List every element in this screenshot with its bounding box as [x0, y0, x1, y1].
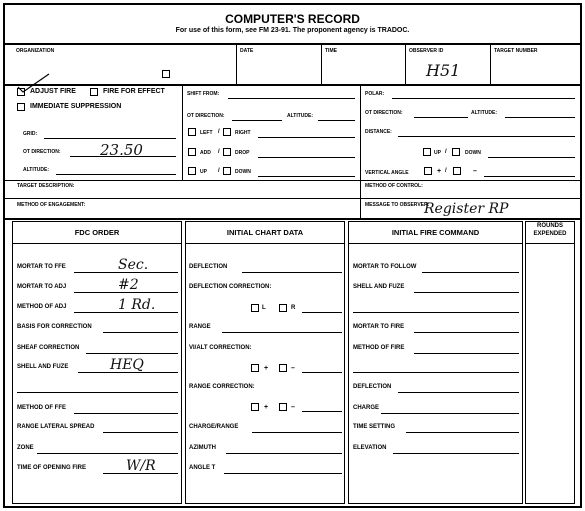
fdc-row-label: BASIS FOR CORRECTION — [17, 324, 92, 330]
range-correction-field[interactable] — [302, 411, 342, 412]
left-checkbox[interactable] — [188, 128, 196, 136]
divider — [12, 243, 182, 244]
drop-label: DROP — [235, 150, 250, 156]
organization-checkbox[interactable] — [162, 70, 170, 78]
angle-t-label: ANGLE T — [189, 465, 216, 471]
fire-for-effect-checkbox[interactable] — [90, 88, 98, 96]
range-plus-checkbox[interactable] — [251, 403, 259, 411]
fire-row-label: ELEVATION — [353, 445, 387, 451]
range-minus-checkbox[interactable] — [279, 403, 287, 411]
fire-row-field[interactable] — [422, 272, 519, 273]
slash: / — [445, 149, 447, 155]
rounds-heading: ROUNDS — [536, 223, 563, 229]
vertical-plus-checkbox[interactable] — [424, 167, 432, 175]
ot-direction-label: OT DIRECTION: — [23, 149, 61, 155]
form-title: COMPUTER'S RECORD — [225, 12, 360, 26]
polar-up-down-field[interactable] — [488, 157, 575, 158]
divider — [405, 44, 406, 84]
immediate-suppression-label: IMMEDIATE SUPPRESSION — [30, 103, 122, 110]
polar-up-label: UP — [434, 150, 441, 156]
fire-row-field[interactable] — [393, 453, 519, 454]
message-to-observer-value[interactable]: Register RP — [424, 201, 509, 217]
observer-id-value[interactable]: H51 — [426, 61, 461, 80]
vertical-angle-label: VERTICAL ANGLE — [365, 170, 409, 176]
fdc-row-label: MORTAR TO FFE — [17, 264, 66, 270]
vertical-angle-field[interactable] — [484, 176, 575, 177]
up-down-field[interactable] — [258, 176, 355, 177]
minus-label: – — [291, 404, 295, 411]
range-field[interactable] — [222, 332, 342, 333]
right-label: RIGHT — [235, 130, 251, 136]
deflection-r-checkbox[interactable] — [279, 304, 287, 312]
divider — [321, 44, 322, 84]
fdc-row-field[interactable] — [17, 392, 178, 393]
azimuth-label: AZIMUTH — [189, 445, 216, 451]
fire-row-field[interactable] — [398, 392, 519, 393]
immediate-suppression-checkbox[interactable] — [17, 103, 25, 111]
minus-label: – — [291, 365, 295, 372]
divider — [4, 218, 581, 220]
fdc-row-label: METHOD OF FFE — [17, 405, 66, 411]
deflection-correction-label: DEFLECTION CORRECTION: — [189, 284, 272, 290]
divider — [4, 180, 581, 181]
observer-id-label: OBSERVER ID — [409, 48, 444, 54]
shift-from-field[interactable] — [228, 98, 355, 99]
deflection-label: DEFLECTION — [189, 264, 228, 270]
fire-row-label: TIME SETTING — [353, 424, 395, 430]
fire-for-effect-label: FIRE FOR EFFECT — [103, 88, 165, 95]
target-description-label: TARGET DESCRIPTION: — [17, 183, 75, 189]
polar-down-label: DOWN — [465, 150, 481, 156]
form-subtitle: For use of this form, see FM 23-91. The proponent agency is TRADOC. — [175, 27, 410, 34]
divider — [4, 84, 581, 86]
fdc-row-label: SHEAF CORRECTION — [17, 345, 80, 351]
divider — [490, 44, 491, 84]
fire-row-field[interactable] — [414, 353, 519, 354]
plus-label: + — [437, 168, 442, 175]
add-label: ADD — [200, 150, 211, 156]
up-checkbox[interactable] — [188, 167, 196, 175]
fire-row-label: SHELL AND FUZE — [353, 284, 405, 290]
time-label: TIME — [325, 48, 337, 54]
shift-altitude-field[interactable] — [318, 120, 355, 121]
fire-row-label: DEFLECTION — [353, 384, 392, 390]
charge-range-label: CHARGE/RANGE — [189, 424, 239, 430]
divider — [525, 243, 575, 244]
up-label: UP — [200, 169, 207, 175]
add-checkbox[interactable] — [188, 148, 196, 156]
ot-direction-value: 23.50 — [100, 141, 143, 159]
shift-altitude-label: ALTITUDE: — [287, 113, 314, 119]
fire-row-field[interactable] — [406, 432, 519, 433]
down-label: DOWN — [235, 169, 251, 175]
vi-minus-checkbox[interactable] — [279, 364, 287, 372]
divider — [182, 85, 183, 180]
fire-row-field[interactable] — [381, 413, 519, 414]
polar-ot-direction-label: OT DIRECTION: — [365, 110, 403, 116]
polar-up-checkbox[interactable] — [423, 148, 431, 156]
range-label: RANGE — [189, 324, 211, 330]
grid-label: GRID: — [23, 131, 38, 137]
fire-row-label: MORTAR TO FOLLOW — [353, 264, 417, 270]
fdc-row-label: TIME OF OPENING FIRE — [17, 465, 87, 471]
fire-row-label: MORTAR TO FIRE — [353, 324, 405, 330]
fdc-row-field[interactable] — [86, 353, 178, 354]
fdc-row-value: HEQ — [110, 357, 144, 373]
altitude-field[interactable] — [56, 174, 176, 175]
fdc-row-label: SHELL AND FUZE — [17, 364, 69, 370]
vi-alt-correction-label: VI/ALT CORRECTION: — [189, 345, 252, 351]
fdc-row-value: W/R — [126, 458, 156, 474]
fdc-row-field[interactable] — [103, 332, 178, 333]
deflection-l-checkbox[interactable] — [251, 304, 259, 312]
fire-row-field[interactable] — [414, 292, 519, 293]
fire-row-field[interactable] — [353, 372, 519, 373]
date-label: DATE — [240, 48, 254, 54]
polar-altitude-label: ALTITUDE: — [471, 110, 498, 116]
fire-row-label: CHARGE — [353, 405, 380, 411]
fdc-row-label: ZONE — [17, 445, 34, 451]
range-correction-label: RANGE CORRECTION: — [189, 384, 255, 390]
polar-field[interactable] — [392, 98, 575, 99]
vi-alt-field[interactable] — [302, 372, 342, 373]
grid-field[interactable] — [44, 138, 176, 139]
organization-label: ORGANIZATION — [16, 48, 55, 54]
method-of-control-label: METHOD OF CONTROL: — [365, 183, 423, 189]
polar-ot-direction-field[interactable] — [414, 117, 468, 118]
fire-row-field[interactable] — [414, 332, 519, 333]
fdc-row-label: METHOD OF ADJ — [17, 304, 67, 310]
distance-label: DISTANCE: — [365, 129, 392, 135]
angle-t-field[interactable] — [224, 473, 342, 474]
minus-label: – — [473, 168, 477, 175]
fire-row-label: METHOD OF FIRE — [353, 345, 405, 351]
divider — [360, 85, 361, 218]
polar-down-checkbox[interactable] — [452, 148, 460, 156]
fire-row-field[interactable] — [353, 312, 519, 313]
l-label: L — [262, 305, 266, 311]
shift-from-label: SHIFT FROM: — [187, 91, 220, 97]
divider — [185, 243, 345, 244]
slash: / — [445, 168, 447, 174]
fdc-row-value: Sec. — [118, 257, 149, 273]
charge-range-field[interactable] — [252, 432, 342, 433]
rounds-expended-box — [525, 221, 575, 504]
slash: / — [218, 168, 220, 174]
adjust-fire-label: ADJUST FIRE — [30, 88, 76, 95]
shift-ot-direction-label: OT DIRECTION: — [187, 113, 225, 119]
fdc-row-value: 1 Rd. — [118, 297, 156, 313]
divider — [348, 243, 523, 244]
left-right-field[interactable] — [258, 137, 355, 138]
fdc-row-value: #2 — [118, 277, 139, 293]
slash: / — [218, 129, 220, 135]
vi-plus-checkbox[interactable] — [251, 364, 259, 372]
method-of-engagement-label: METHOD OF ENGAGEMENT: — [17, 202, 86, 208]
polar-altitude-field[interactable] — [505, 117, 575, 118]
drop-checkbox[interactable] — [223, 148, 231, 156]
fdc-row-label: RANGE LATERAL SPREAD — [17, 424, 95, 430]
right-checkbox[interactable] — [223, 128, 231, 136]
vertical-minus-checkbox[interactable] — [453, 167, 461, 175]
initial-fire-command-heading: INITIAL FIRE COMMAND — [391, 228, 480, 237]
r-label: R — [291, 305, 296, 311]
distance-field[interactable] — [398, 136, 575, 137]
slash: / — [218, 149, 220, 155]
fdc-row-field[interactable] — [103, 432, 178, 433]
target-number-label: TARGET NUMBER — [494, 48, 538, 54]
fdc-row-label: MORTAR TO ADJ — [17, 284, 67, 290]
shift-ot-direction-field[interactable] — [232, 120, 282, 121]
divider — [236, 44, 237, 84]
fdc-row-field[interactable] — [37, 453, 178, 454]
left-label: LEFT — [200, 130, 213, 136]
add-drop-field[interactable] — [258, 157, 355, 158]
deflection-correction-field[interactable] — [302, 312, 342, 313]
polar-label: POLAR: — [365, 91, 385, 97]
fdc-order-heading: FDC ORDER — [74, 228, 120, 237]
expended-heading: EXPENDED — [533, 231, 567, 237]
plus-label: + — [264, 404, 269, 411]
fdc-row-field[interactable] — [74, 413, 178, 414]
initial-chart-data-heading: INITIAL CHART DATA — [226, 228, 304, 237]
altitude-label: ALTITUDE: — [23, 167, 50, 173]
divider — [4, 198, 581, 199]
divider — [4, 43, 581, 45]
deflection-field[interactable] — [242, 272, 342, 273]
down-checkbox[interactable] — [223, 167, 231, 175]
message-to-observer-label: MESSAGE TO OBSERVER: — [365, 202, 430, 208]
azimuth-field[interactable] — [226, 453, 342, 454]
plus-label: + — [264, 365, 269, 372]
